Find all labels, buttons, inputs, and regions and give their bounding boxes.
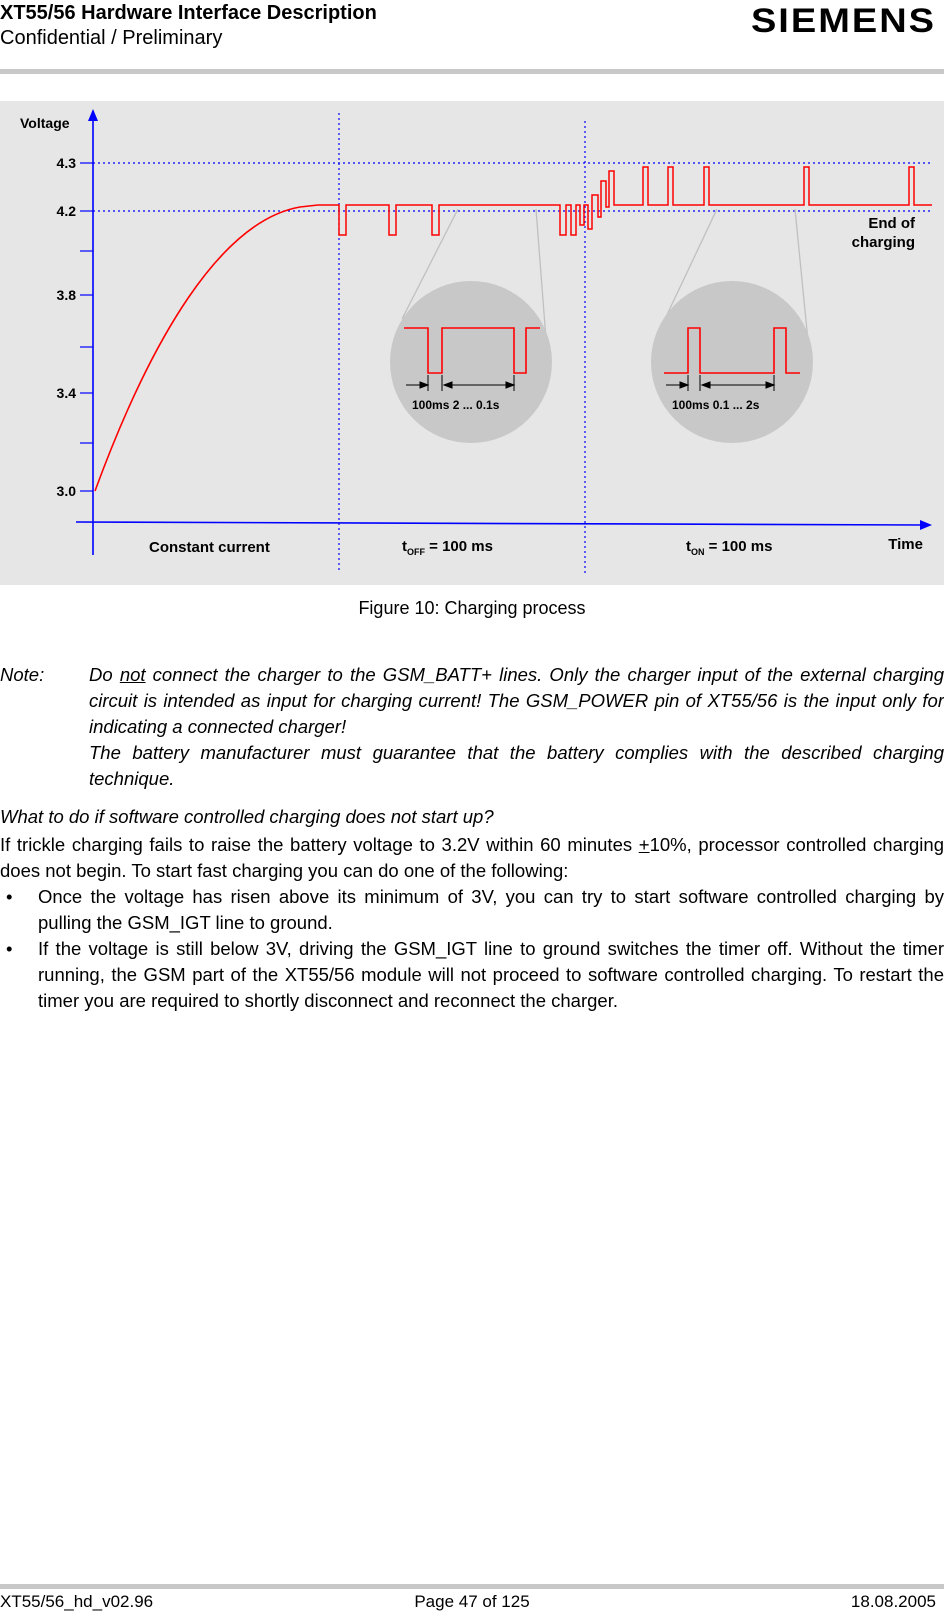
header-rule: [0, 69, 944, 74]
zoom-2-label: 100ms 0.1 ... 2s: [672, 398, 760, 412]
note-emphasis-not: not: [119, 664, 146, 685]
bullet-icon: •: [6, 886, 13, 907]
body-text: [0, 832, 944, 1014]
zoom-circle-off: [390, 281, 552, 443]
footer-rule: [0, 1584, 944, 1589]
end-label-line-2: charging: [851, 234, 915, 251]
phase-ton-label: $t_{ON} = 100$ ms: [686, 538, 773, 557]
y-tick-label: 4.3: [56, 155, 76, 171]
y-tick-label: 3.8: [56, 287, 76, 303]
zoom-circle-on: [651, 281, 813, 443]
section-question: What to do if software controlled charging does not start up?: [0, 806, 494, 827]
zoom-1-label: 100ms 2 ... 0.1s: [412, 398, 500, 412]
body-paragraph: If trickle charging fails to raise the battery voltage to 3.2V within 60 minutes +10%, processor controlled charging does not begin. To start fast charging you can do one of the following:: [0, 834, 944, 881]
note-paragraph-1: Do not connect the charger to the GSM_BATT+ lines. Only the charger input of the external charging circuit is intended as input for charging current! The GSM_POWER pin of XT55/56 is the input only for indicating a connected charger!: [89, 664, 944, 737]
charging-diagram: [0, 101, 944, 585]
plus-minus-symbol: +: [638, 834, 650, 855]
footer-doc-id: XT55/56_hd_v02.96: [0, 1592, 154, 1611]
axis-y-label: Voltage: [20, 115, 70, 131]
end-label-line-1: End of: [868, 215, 915, 232]
document-subtitle: Confidential / Preliminary: [0, 27, 223, 49]
figure-caption: Figure 10: Charging process: [358, 598, 586, 618]
siemens-logo: SIEMENS: [750, 2, 936, 40]
y-tick-label: 3.4: [56, 385, 76, 401]
phase-toff-label: $t_{OFF} = 100$ ms: [402, 538, 493, 557]
list-item: • Once the voltage has risen above its minimum of 3V, you can try to start software controlled charging by pulling the GSM_IGT line to ground.: [6, 886, 944, 933]
note-paragraph-2: The battery manufacturer must guarantee that the battery complies with the described charging technique.: [89, 742, 944, 789]
charging-process-figure: [0, 101, 944, 585]
phase-constant-current-label: Constant current: [149, 539, 270, 556]
note-label: Note:: [0, 664, 45, 685]
footer-page-number: Page 47 of 125: [414, 1592, 530, 1611]
y-tick-label: 4.2: [56, 203, 76, 219]
bullet-icon: •: [6, 938, 13, 959]
axis-x-label: Time: [888, 536, 923, 553]
list-item: • If the voltage is still below 3V, driving the GSM_IGT line to ground switches the timer off. Without the timer running, the GSM part of the XT55/56 module will not proceed to software controlled charging. To restart the timer you are required to shortly disconnect and reconnect the charger.: [6, 938, 944, 1011]
y-tick-label: 3.0: [56, 483, 76, 499]
document-title: XT55/56 Hardware Interface Description: [0, 2, 377, 24]
footer-date: 18.08.2005: [850, 1592, 936, 1611]
